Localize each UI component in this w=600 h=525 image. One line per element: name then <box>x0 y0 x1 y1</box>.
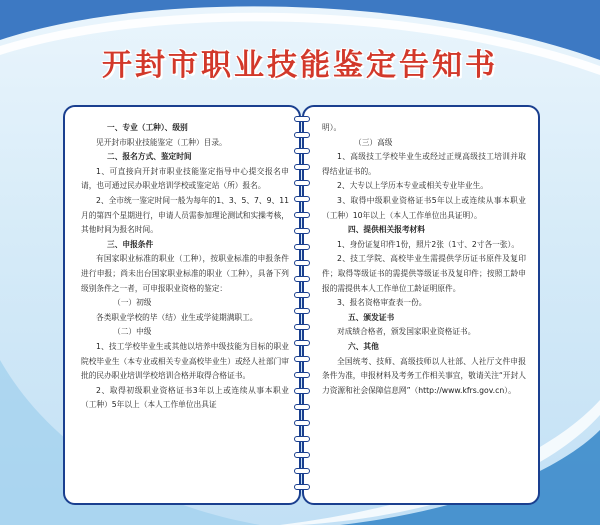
paragraph: 2、大专以上学历本专业或相关专业毕业生。 <box>337 181 488 191</box>
paragraph: 2、全市统一鉴定时间一般为每年的1、3、5、7、9、11月的第四个星期进行，申请人员需参加理论测试和实操考核，其他时间为报名时间。 <box>81 195 289 235</box>
paragraph: 全国统考、技师、高级技师以人社部、人社厅文件申报条件为准，申报材料及考务工作相关事宜，敬请关注“开封人力资源和社会保障信息网”（http://www.kfrs.gov.cn）。 <box>322 356 526 395</box>
paragraph: 1、身份证复印件1份，照片2张（1寸、2寸各一张）。 <box>337 239 520 249</box>
binding-ring <box>294 356 310 362</box>
page-title: 开封市职业技能鉴定告知书 <box>102 48 498 83</box>
paragraph: 对成绩合格者，颁发国家职业资格证书。 <box>337 327 476 337</box>
binding-ring <box>294 372 310 378</box>
paragraph: 1、技工学校毕业生或其他以培养中级技能为目标的职业院校毕业生（本专业或相关专业高校毕业生）或经人社部门审批的民办职业培训学校培训合格并取得合格证书。 <box>81 341 289 381</box>
binding-ring <box>294 340 310 346</box>
binding-ring <box>294 308 310 314</box>
spiral-binding <box>294 116 310 501</box>
paragraph: （一）初级 <box>113 298 152 308</box>
binding-ring <box>294 180 310 186</box>
paragraph: 1、可直接向开封市职业技能鉴定指导中心提交报名申请，也可通过民办职业培训学校或鉴定站（所）报名。 <box>81 166 289 191</box>
section-heading: 一、专业（工种）、级别 <box>107 123 188 132</box>
binding-ring <box>294 196 310 202</box>
binding-ring <box>294 212 310 218</box>
right-page <box>302 105 540 505</box>
paragraph: 3、报名资格审查表一份。 <box>337 298 427 308</box>
paragraph: 有国家职业标准的职业（工种），按职业标准的申报条件进行申报；尚未出台国家职业标准的职业（工种），具备下列级别条件之一者，可申报职业资格的鉴定： <box>81 254 289 293</box>
binding-ring <box>294 436 310 442</box>
left-page <box>63 105 301 505</box>
binding-ring <box>294 148 310 154</box>
binding-ring <box>294 452 310 458</box>
paragraph: （二）中级 <box>113 327 152 337</box>
binding-ring <box>294 420 310 426</box>
binding-ring <box>294 292 310 298</box>
section-heading: 四、提供相关报考材料 <box>348 225 425 235</box>
binding-ring <box>294 132 310 138</box>
binding-ring <box>294 468 310 474</box>
binding-ring <box>294 116 310 122</box>
paragraph: 3、取得中级职业资格证书5年以上或连续从事本职业（工种）10年以上（本人工作单位出具证明）。 <box>322 195 526 220</box>
section-heading: 六、其他 <box>348 341 379 351</box>
binding-ring <box>294 228 310 234</box>
paragraph: 1、高级技工学校毕业生或经过正规高级技工培训并取得结业证书的。 <box>322 152 526 176</box>
binding-ring <box>294 164 310 170</box>
paragraph: 明）。 <box>322 123 342 132</box>
binding-ring <box>294 484 310 490</box>
binding-ring <box>294 244 310 250</box>
paragraph: （三）高级 <box>354 137 393 147</box>
section-heading: 五、颁发证书 <box>348 312 395 322</box>
binding-ring <box>294 324 310 330</box>
section-heading: 三、申报条件 <box>107 239 154 249</box>
paragraph: 2、技工学院、高校毕业生需提供学历证书原件及复印件；取得等级证书的需提供等级证书及复印件；按照工龄申报的需提供本人工作单位工龄证明原件。 <box>322 254 526 293</box>
binding-ring <box>294 260 310 266</box>
binding-ring <box>294 388 310 394</box>
paragraph: 2、取得初级职业资格证书3年以上或连续从事本职业（工种）5年以上（本人工作单位出具证 <box>81 385 289 410</box>
binding-ring <box>294 276 310 282</box>
paragraph: 见开封市职业技能鉴定（工种）目录。 <box>96 137 227 147</box>
paragraph: 各类职业学校的毕（结）业生或学徒期满职工。 <box>96 312 258 322</box>
binding-ring <box>294 404 310 410</box>
section-heading: 二、报名方式、鉴定时间 <box>107 152 192 162</box>
